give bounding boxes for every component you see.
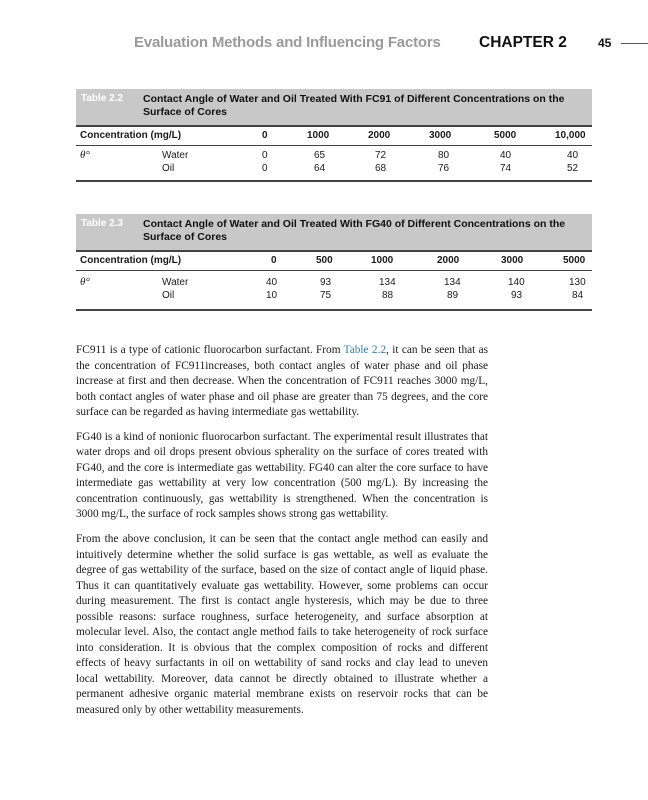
table-cell: 68 [375,163,387,174]
column-header: 1000 [307,130,330,141]
table-body [76,146,592,182]
paragraph: From the above conclusion, it can be seen that the contact angle method can easily and intuitively determine whether the solid surface is gas wettable, as well as evaluate the degree of gas wettability of the surface, based on the size of contact angle of liquid phase. Thus it can quantitatively evaluate gas wettability. However, some problems can occur during measurement. The first is contact angle hysteresis, which may be due to three possible reasons: surface roughness, surface heterogeneity, and surface absorption at molecular level. Also, the contact angle method fails to take heterogeneity of rock surface into consideration. It is obvious that the complex composition of rocks and different effects of heavy surfactants in oil on wettability of sand rocks and clay lead to uneven local wettability. Moreover, data cannot be directly obtained to illustrate whether a permanent adhesive organic material membrane exists on reservoir rocks that can be measured only by other wettability measurements. [76,533,488,717]
table-cell: 76 [438,163,450,174]
table-cell: 75 [320,290,332,301]
table-cell: 0 [262,150,268,161]
table-cell: 134 [379,277,396,288]
row-symbol: θ° [80,276,90,288]
table-cell: 80 [438,150,450,161]
table-cell: 40 [500,150,512,161]
column-header: 0 [262,130,268,141]
paragraph [76,343,488,421]
table-cell: 130 [569,277,586,288]
table-body [76,271,592,311]
row-name: Oil [162,163,175,174]
row-name: Water [162,277,189,288]
column-header: 2000 [368,130,391,141]
header-label: Concentration (mg/L) [80,130,182,141]
table-title: Contact Angle of Water and Oil Treated With FC91 of Different Concentrations on the Surface of Cores [143,93,565,118]
table-cell: 10 [266,290,278,301]
page-header [0,32,648,54]
column-header: 0 [271,255,277,266]
row-name: Oil [162,290,175,301]
table-label: Table 2.2 [81,93,124,104]
table-cell: 88 [382,290,394,301]
table-cell: 134 [444,277,461,288]
table-header-row [76,127,592,146]
table-label: Table 2.3 [81,218,124,229]
column-header: 5000 [494,130,517,141]
column-header: 1000 [371,255,394,266]
paragraph-text: FC911 is a type of cationic fluorocarbon surfactant. From [76,344,344,356]
table-cell: 52 [567,163,579,174]
table-cell: 0 [262,163,268,174]
column-header: 5000 [563,255,586,266]
column-header: 2000 [437,255,460,266]
table-caption [76,89,592,127]
table-2-2 [76,89,592,182]
row-name: Water [162,150,189,161]
table-cell: 40 [567,150,579,161]
header-label: Concentration (mg/L) [80,255,182,266]
table-reference-link[interactable]: Table 2.2 [343,344,387,356]
column-header: 3000 [501,255,524,266]
column-header: 3000 [429,130,452,141]
table-title: Contact Angle of Water and Oil Treated With FG40 of Different Concentrations on the Surface of Cores [143,218,566,243]
page-number: 45 [598,36,612,50]
table-cell: 93 [320,277,332,288]
row-symbol: θ° [80,149,90,161]
table-cell: 93 [511,290,523,301]
header-rule [621,43,648,44]
running-title: Evaluation Methods and Influencing Factors [134,34,441,51]
column-header: 500 [316,255,333,266]
column-header: 10,000 [555,130,586,141]
table-cell: 40 [266,277,278,288]
table-cell: 74 [500,163,512,174]
table-2-3 [76,214,592,311]
table-cell: 89 [447,290,459,301]
paragraph: FG40 is a kind of nonionic fluorocarbon surfactant. The experimental result illustrates that water drops and oil drops present obvious spherality on the surface of cores treated with FG40, and the core is intermediate gas wettability. FG40 can alter the core surface to have intermediate gas wettability at very low concentration (500 mg/L). By increasing the concentration continuously, gas wettability is strengthened. When the concentration is 3000 mg/L, the surface of rock samples shows strong gas wettability. [76,430,488,521]
table-cell: 64 [314,163,326,174]
body-text [76,343,488,728]
table-cell: 84 [572,290,584,301]
table-cell: 140 [508,277,525,288]
chapter-label: CHAPTER 2 [479,34,567,51]
table-caption [76,214,592,252]
table-cell: 72 [375,150,387,161]
paragraph-text: , it can be seen that as the concentration of FC911increases, both contact angles of water phase and oil phase increase at first and then decrease. When the concentration of FC911 reaches 3000 mg/L, both contact angles of water phase and oil phase are greater than 75 degrees, and the core surface can be regarded as having intermediate gas wettability. [76,344,489,419]
table-header-row [76,252,592,271]
table-cell: 65 [314,150,326,161]
